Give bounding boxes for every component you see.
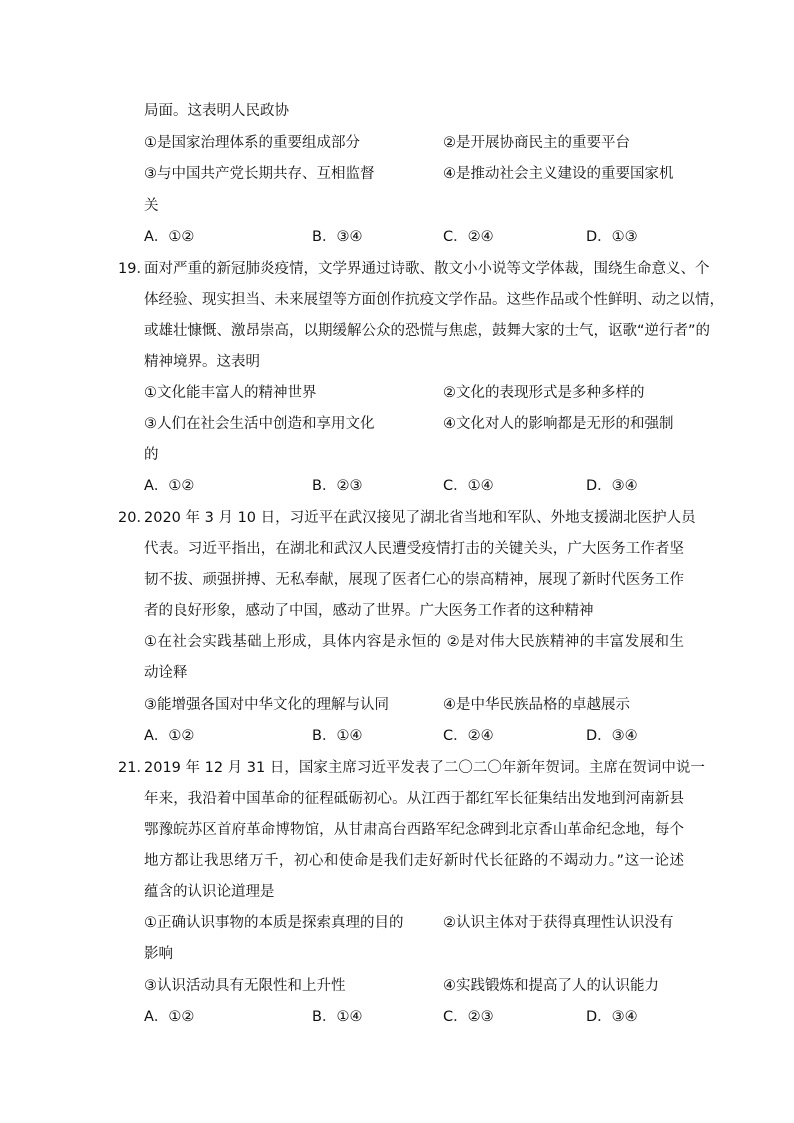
q20-stem-line-1: 2020 年 3 月 10 日，习近平在武汉接见了湖北省当地和军队、外地支援湖北医护人员 xyxy=(144,510,696,526)
q20-option-d: D．③④ xyxy=(586,728,638,744)
q20-item-3: ③能增强各国对中华文化的理解与认同 xyxy=(144,697,389,713)
q19-option-a: A．①② xyxy=(144,478,195,494)
q20-option-b: B．①④ xyxy=(312,728,363,744)
q21-stem-line-3: 鄂豫皖苏区首府革命博物馆，从甘肃高台西路军纪念碑到北京香山革命纪念地，每个 xyxy=(144,822,684,838)
q21-stem-line-5: 蕴含的认识论道理是 xyxy=(144,884,275,900)
q18-stem-tail: 局面。这表明人民政协 xyxy=(144,103,289,119)
q19-stem-line-2: 体经验、现实担当、未来展望等方面创作抗疫文学作品。这些作品或个性鲜明、动之以情， xyxy=(144,292,724,308)
q19-number: 19． xyxy=(118,261,151,277)
q18-option-b: B．③④ xyxy=(312,229,363,245)
q20-stem-line-3: 韧不拔、顽强拼搏、无私奉献，展现了医者仁心的崇高精神，展现了新时代医务工作 xyxy=(144,572,684,588)
q21-option-b: B．①④ xyxy=(312,1009,363,1025)
q19-option-b: B．②③ xyxy=(312,478,363,494)
q21-item-4: ④实践锻炼和提高了人的认识能力 xyxy=(443,978,659,994)
q20-item-2-cont: 动诠释 xyxy=(144,665,188,681)
q18-item-4-cont: 关 xyxy=(144,198,159,214)
q19-item-4: ④文化对人的影响都是无形的和强制 xyxy=(443,416,674,432)
q18-option-d: D．①③ xyxy=(586,229,638,245)
q21-item-3: ③认识活动具有无限性和上升性 xyxy=(144,978,346,994)
q19-item-2: ②文化的表现形式是多种多样的 xyxy=(443,385,645,401)
q20-stem-line-4: 者的良好形象，感动了中国，感动了世界。广大医务工作者的这种精神 xyxy=(144,603,594,619)
q21-item-2-cont: 影响 xyxy=(144,946,173,962)
q21-stem-line-2: 年来，我沿着中国革命的征程砥砺初心。从江西于都红军长征集结出发地到河南新县 xyxy=(144,791,684,807)
q21-option-a: A．①② xyxy=(144,1009,195,1025)
q19-stem-line-1: 面对严重的新冠肺炎疫情，文学界通过诗歌、散文小小说等文学体裁，围绕生命意义、个 xyxy=(144,261,710,277)
q21-option-c: C．②③ xyxy=(443,1009,494,1025)
q18-item-4: ④是推动社会主义建设的重要国家机 xyxy=(443,166,674,182)
q19-stem-line-4: 精神境界。这表明 xyxy=(144,354,260,370)
q19-stem-line-3: 或雄壮慷慨、激昂崇高，以期缓解公众的恐慌与焦虑，鼓舞大家的士气，讴歌“逆行者”的 xyxy=(144,323,711,339)
q18-option-a: A．①② xyxy=(144,229,195,245)
q20-item-1-2: ①在社会实践基础上形成，具体内容是永恒的 ②是对伟大民族精神的丰富发展和生 xyxy=(144,634,684,650)
q18-item-3: ③与中国共产党长期共存、互相监督 xyxy=(144,166,375,182)
q19-item-3: ③人们在社会生活中创造和享用文化 xyxy=(144,416,375,432)
q21-stem-line-1: 2019 年 12 月 31 日，国家主席习近平发表了二〇二〇年新年贺词。主席在贺词中说一 xyxy=(144,760,705,776)
q18-item-1: ①是国家治理体系的重要组成部分 xyxy=(144,135,360,151)
q19-option-c: C．①④ xyxy=(443,478,494,494)
q21-item-2: ②认识主体对于获得真理性认识没有 xyxy=(443,915,674,931)
q20-option-c: C．②④ xyxy=(443,728,494,744)
q20-option-a: A．①② xyxy=(144,728,195,744)
q20-number: 20． xyxy=(118,510,151,526)
q19-option-d: D．③④ xyxy=(586,478,638,494)
q21-item-1: ①正确认识事物的本质是探索真理的目的 xyxy=(144,915,404,931)
q21-option-d: D．③④ xyxy=(586,1009,638,1025)
q19-item-1: ①文化能丰富人的精神世界 xyxy=(144,385,317,401)
q19-item-3-cont: 的 xyxy=(144,447,159,463)
q21-number: 21． xyxy=(118,760,151,776)
q18-item-2: ②是开展协商民主的重要平台 xyxy=(443,135,630,151)
q20-item-4: ④是中华民族品格的卓越展示 xyxy=(443,697,630,713)
q21-stem-line-4: 地方都让我思绪万千，初心和使命是我们走好新时代长征路的不竭动力。”这一论述 xyxy=(144,853,684,869)
q20-stem-line-2: 代表。习近平指出，在湖北和武汉人民遭受疫情打击的关键关头，广大医务工作者坚 xyxy=(144,541,684,557)
q18-option-c: C．②④ xyxy=(443,229,494,245)
